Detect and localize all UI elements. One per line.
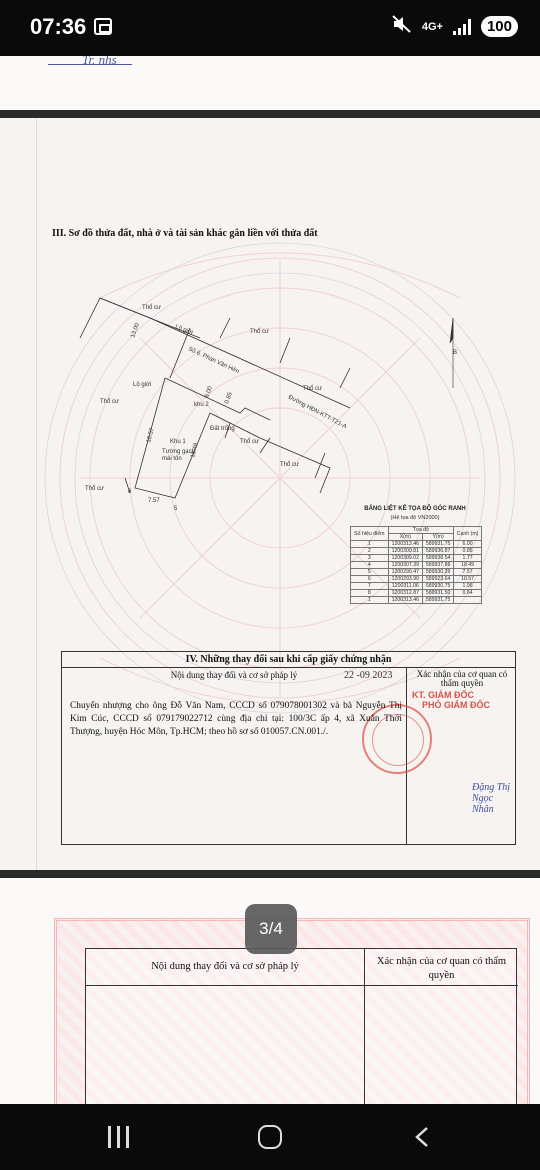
- change-date: 22 -09 2023: [344, 670, 393, 681]
- changes-col-header-p3: Nội dung thay đổi và cơ sở pháp lý: [151, 961, 299, 972]
- back-icon[interactable]: [414, 1126, 430, 1148]
- map-label: Lộ giới: [174, 324, 194, 337]
- map-label: 18.49: [190, 442, 200, 459]
- coord-row: [351, 541, 482, 548]
- mute-icon: [392, 15, 412, 38]
- page-1-bottom: [0, 56, 540, 110]
- coord-row: [351, 597, 482, 604]
- map-label: 18.57: [146, 427, 156, 444]
- coord-col-edge: Cạnh (m): [454, 527, 482, 541]
- coord-cell: 589931.75: [423, 541, 454, 548]
- document-viewer[interactable]: [0, 56, 540, 1104]
- status-bar: [0, 0, 540, 56]
- network-type: 4G+: [421, 20, 443, 33]
- coord-cell: 589936.87: [423, 548, 454, 555]
- coord-row: [351, 583, 482, 590]
- coord-row: [351, 548, 482, 555]
- coord-cell: 5: [351, 569, 389, 576]
- coord-row: [351, 555, 482, 562]
- gallery-notification-icon: [94, 18, 112, 35]
- map-north-label: B: [453, 350, 458, 356]
- coord-row: [351, 569, 482, 576]
- map-label: Thổ cư: [240, 439, 260, 445]
- map-label: 13.00: [130, 322, 142, 339]
- coord-cell: 6: [351, 576, 389, 583]
- coord-table-subtitle: (Hệ tọa độ VN2000): [390, 515, 440, 521]
- coord-col-x: X(m): [388, 534, 422, 541]
- coord-cell: 4: [351, 562, 389, 569]
- clock: 07:36: [30, 14, 87, 39]
- coord-cell: 1200309.02: [388, 555, 422, 562]
- coord-cell: 8: [351, 590, 389, 597]
- status-icons: [392, 15, 518, 38]
- map-label: Tường gạch: [162, 449, 195, 455]
- coord-cell: 1: [351, 597, 389, 604]
- map-label: Đất trống: [210, 426, 235, 432]
- coord-cell: 1: [351, 541, 389, 548]
- coord-cell: 2: [351, 548, 389, 555]
- stamp-title-1: KT. GIÁM ĐỐC: [412, 690, 474, 700]
- coord-cell: 1.96: [454, 583, 482, 590]
- coord-cell: 6.00: [454, 541, 482, 548]
- home-icon[interactable]: [258, 1125, 282, 1149]
- confirmation-col-header: Xác nhận của cơ quan có thẩm quyền: [416, 669, 508, 688]
- coord-cell: 589937.86: [423, 562, 454, 569]
- map-label: Số 6. Phan Văn Hớn: [187, 346, 240, 376]
- map-label: 6.00: [204, 385, 214, 399]
- page-2: [0, 118, 540, 870]
- map-label: Đường HĐN-KTT-T21-A: [287, 394, 348, 431]
- coord-cell: 18.49: [454, 562, 482, 569]
- signal-icon: [453, 19, 471, 35]
- map-label: 5: [174, 506, 178, 512]
- coord-cell: 1200312.87: [388, 590, 422, 597]
- coord-cell: 1200309.81: [388, 548, 422, 555]
- coord-cell: 589930.75: [423, 583, 454, 590]
- coord-cell: 18.57: [454, 576, 482, 583]
- handwritten-signature: Tr. nhs: [82, 56, 117, 67]
- coord-row: [351, 562, 482, 569]
- map-label: Thổ cư: [85, 486, 105, 492]
- coord-col-group: Tọa độ: [388, 527, 454, 534]
- coord-cell: 1200307.39: [388, 562, 422, 569]
- coord-cell: 1200293.90: [388, 576, 422, 583]
- coord-cell: 0.64: [454, 590, 482, 597]
- coord-table-title: BẢNG LIỆT KÊ TỌA ĐỘ GÓC RANH: [364, 506, 466, 512]
- coord-cell: 589938.54: [423, 555, 454, 562]
- map-label: Thổ cư: [250, 329, 270, 335]
- coord-cell: 1200290.47: [388, 569, 422, 576]
- coord-col-point: Số hiệu điểm: [351, 527, 389, 541]
- map-label: Khu 1: [170, 439, 186, 445]
- section-3-title: III. Sơ đồ thửa đất, nhà ở và tài sản khác gắn liền với thửa đất: [52, 228, 318, 239]
- stamp-title-2: PHÓ GIÁM ĐỐC: [422, 700, 491, 710]
- page-indicator: 3/4: [245, 904, 297, 954]
- coord-cell: 1200313.46: [388, 541, 422, 548]
- system-nav-bar: [0, 1104, 540, 1170]
- map-label: Thổ cư: [303, 386, 323, 392]
- coord-row: [351, 576, 482, 583]
- coord-cell: 1.77: [454, 555, 482, 562]
- coord-cell: 589931.75: [423, 597, 454, 604]
- map-label: Thổ cư: [280, 462, 300, 468]
- coord-cell: 7.57: [454, 569, 482, 576]
- map-label: mái tôn: [162, 456, 182, 462]
- coord-col-y: Y(m): [423, 534, 454, 541]
- map-label: khu 2: [194, 402, 209, 408]
- section-4-title: IV. Những thay đổi sau khi cấp giấy chứng nhận: [62, 652, 515, 668]
- coord-table: [350, 526, 482, 604]
- signer-name: Đặng Thị Ngọc Nhân: [472, 782, 511, 815]
- coord-cell: 0.85: [454, 548, 482, 555]
- coord-cell: [454, 597, 482, 604]
- coord-cell: 1200311.06: [388, 583, 422, 590]
- battery-level: 100: [481, 16, 518, 37]
- changes-col-header: Nội dung thay đổi và cơ sở pháp lý: [170, 670, 298, 680]
- coord-cell: 7: [351, 583, 389, 590]
- coord-row: [351, 590, 482, 597]
- map-label: Thổ cư: [142, 305, 162, 311]
- map-label: 6: [128, 489, 132, 495]
- confirmation-col-header-p3: Xác nhận của cơ quan có thẩm quyền: [376, 956, 507, 981]
- land-parcel-map: [70, 238, 490, 518]
- map-label: Lộ giới: [133, 382, 152, 388]
- coord-cell: 3: [351, 555, 389, 562]
- coord-cell: 589931.50: [423, 590, 454, 597]
- changes-section: [61, 651, 516, 845]
- recents-icon[interactable]: [108, 1126, 130, 1148]
- map-label: 0.85: [224, 391, 234, 405]
- map-label: 7.57: [148, 498, 160, 504]
- coord-cell: 1200313.46: [388, 597, 422, 604]
- map-label: Thổ cư: [100, 399, 120, 405]
- coord-cell: 589930.39: [423, 569, 454, 576]
- change-content: Chuyển nhượng cho ông Đỗ Văn Nam, CCCD số 079078001302 và bà Nguyễn Thị Kim Cúc, CCCD số 079179022712 cùng địa chỉ tại: 100/3C ấp 4, xã Xuân Thới Thượng, huyện Hóc Môn, Tp.HCM; theo hồ sơ số 010057.CN.001./.: [70, 701, 402, 737]
- changes-table-page3: [85, 948, 517, 1104]
- coord-cell: 589923.64: [423, 576, 454, 583]
